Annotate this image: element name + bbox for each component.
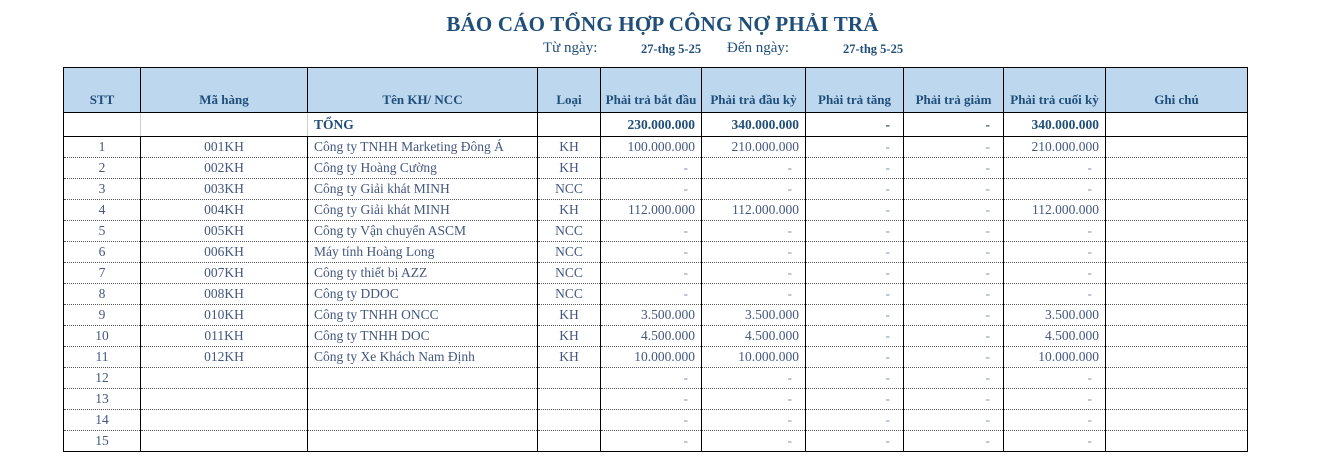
cell-ghi-chu (1106, 389, 1248, 410)
cell-ten-kh-ncc: Công ty Xe Khách Nam Định (308, 347, 538, 368)
cell-ma-hang: 007KH (141, 263, 308, 284)
cell-ma-hang: 011KH (141, 326, 308, 347)
cell-loai: NCC (538, 242, 601, 263)
col-header-loai: Loại (538, 68, 601, 113)
cell-phai-tra-dau-ky: - (702, 410, 806, 431)
cell-phai-tra-giam: - (904, 431, 1004, 452)
cell-ma-hang (141, 410, 308, 431)
cell-loai: KH (538, 158, 601, 179)
cell-phai-tra-tang: - (806, 200, 904, 221)
cell-phai-tra-giam: - (904, 305, 1004, 326)
cell-phai-tra-bat-dau: - (601, 389, 702, 410)
cell-total-dau-ky: 340.000.000 (702, 113, 806, 137)
cell-phai-tra-dau-ky: 3.500.000 (702, 305, 806, 326)
cell-loai (538, 389, 601, 410)
col-header-ten-kh-ncc: Tên KH/ NCC (308, 68, 538, 113)
cell-phai-tra-bat-dau: 100.000.000 (601, 137, 702, 158)
table-row (64, 242, 1248, 263)
cell-stt: 12 (64, 368, 141, 389)
cell-total-label: TỔNG (308, 113, 538, 137)
cell-phai-tra-cuoi-ky: - (1004, 431, 1106, 452)
cell-total-tang: - (806, 113, 904, 137)
cell-phai-tra-tang: - (806, 347, 904, 368)
cell-loai: KH (538, 305, 601, 326)
cell-phai-tra-giam: - (904, 137, 1004, 158)
col-header-phai-tra-bat-dau: Phải trả bắt đầu (601, 68, 702, 113)
cell-stt: 3 (64, 179, 141, 200)
cell-phai-tra-cuoi-ky: - (1004, 284, 1106, 305)
cell-phai-tra-bat-dau: - (601, 284, 702, 305)
cell-ten-kh-ncc: Công ty thiết bị AZZ (308, 263, 538, 284)
col-header-phai-tra-dau-ky: Phải trả đầu kỳ (702, 68, 806, 113)
cell-phai-tra-bat-dau: - (601, 158, 702, 179)
cell-phai-tra-dau-ky: - (702, 431, 806, 452)
cell-loai: KH (538, 326, 601, 347)
cell-phai-tra-giam: - (904, 200, 1004, 221)
cell-phai-tra-giam: - (904, 368, 1004, 389)
table-row (64, 221, 1248, 242)
cell-loai (538, 431, 601, 452)
col-header-phai-tra-tang: Phải trả tăng (806, 68, 904, 113)
cell-phai-tra-giam: - (904, 284, 1004, 305)
cell-ten-kh-ncc: Công ty TNHH DOC (308, 326, 538, 347)
cell-phai-tra-bat-dau: 10.000.000 (601, 347, 702, 368)
cell-ten-kh-ncc: Công ty Hoàng Cường (308, 158, 538, 179)
cell-ten-kh-ncc: Công ty DDOC (308, 284, 538, 305)
cell-ma-hang (141, 389, 308, 410)
cell-phai-tra-bat-dau: - (601, 221, 702, 242)
table-row (64, 305, 1248, 326)
cell-total-cuoi-ky: 340.000.000 (1004, 113, 1106, 137)
cell-phai-tra-cuoi-ky: 10.000.000 (1004, 347, 1106, 368)
cell-stt: 6 (64, 242, 141, 263)
cell-ten-kh-ncc: Máy tính Hoàng Long (308, 242, 538, 263)
cell-phai-tra-giam: - (904, 389, 1004, 410)
cell-loai: NCC (538, 284, 601, 305)
cell-total-ma-hang (141, 113, 308, 137)
table-row (64, 431, 1248, 452)
cell-phai-tra-giam: - (904, 221, 1004, 242)
cell-phai-tra-tang: - (806, 179, 904, 200)
col-header-ghi-chu: Ghi chú (1106, 68, 1248, 113)
cell-ten-kh-ncc: Công ty Vận chuyển ASCM (308, 221, 538, 242)
cell-phai-tra-giam: - (904, 242, 1004, 263)
cell-ghi-chu (1106, 284, 1248, 305)
col-header-phai-tra-giam: Phải trả giảm (904, 68, 1004, 113)
cell-stt: 5 (64, 221, 141, 242)
cell-ten-kh-ncc: Công ty Giải khát MINH (308, 179, 538, 200)
table-row (64, 368, 1248, 389)
cell-ten-kh-ncc: Công ty TNHH ONCC (308, 305, 538, 326)
cell-stt: 10 (64, 326, 141, 347)
cell-ten-kh-ncc: Công ty Giải khát MINH (308, 200, 538, 221)
cell-loai (538, 410, 601, 431)
cell-ma-hang: 006KH (141, 242, 308, 263)
table-row (64, 410, 1248, 431)
cell-phai-tra-giam: - (904, 326, 1004, 347)
cell-ma-hang (141, 368, 308, 389)
table-row (64, 284, 1248, 305)
cell-ghi-chu (1106, 179, 1248, 200)
cell-ma-hang: 010KH (141, 305, 308, 326)
cell-phai-tra-cuoi-ky: - (1004, 179, 1106, 200)
cell-total-bat-dau: 230.000.000 (601, 113, 702, 137)
cell-phai-tra-giam: - (904, 263, 1004, 284)
cell-phai-tra-dau-ky: 4.500.000 (702, 326, 806, 347)
page-title: BÁO CÁO TỔNG HỢP CÔNG NỢ PHẢI TRẢ (446, 12, 879, 36)
cell-ten-kh-ncc (308, 368, 538, 389)
cell-phai-tra-cuoi-ky: - (1004, 368, 1106, 389)
cell-ma-hang: 001KH (141, 137, 308, 158)
cell-ghi-chu (1106, 368, 1248, 389)
cell-ten-kh-ncc (308, 431, 538, 452)
cell-phai-tra-cuoi-ky: - (1004, 158, 1106, 179)
cell-ghi-chu (1106, 410, 1248, 431)
total-row (64, 113, 1248, 137)
cell-phai-tra-cuoi-ky: 210.000.000 (1004, 137, 1106, 158)
cell-stt: 1 (64, 137, 141, 158)
cell-ghi-chu (1106, 347, 1248, 368)
cell-phai-tra-bat-dau: - (601, 431, 702, 452)
cell-phai-tra-cuoi-ky: 4.500.000 (1004, 326, 1106, 347)
cell-ghi-chu (1106, 158, 1248, 179)
cell-stt: 9 (64, 305, 141, 326)
cell-stt: 13 (64, 389, 141, 410)
from-date-value: 27-thg 5-25 (641, 42, 702, 56)
cell-phai-tra-dau-ky: - (702, 221, 806, 242)
cell-total-giam: - (904, 113, 1004, 137)
cell-phai-tra-dau-ky: 210.000.000 (702, 137, 806, 158)
cell-stt: 2 (64, 158, 141, 179)
to-date-label: Đến ngày: (727, 40, 790, 56)
cell-phai-tra-bat-dau: - (601, 368, 702, 389)
table-row (64, 263, 1248, 284)
cell-phai-tra-cuoi-ky: - (1004, 221, 1106, 242)
cell-phai-tra-giam: - (904, 410, 1004, 431)
col-header-ma-hang: Mã hàng (141, 68, 308, 113)
table-header (64, 68, 1248, 113)
cell-phai-tra-tang: - (806, 389, 904, 410)
cell-phai-tra-tang: - (806, 368, 904, 389)
cell-phai-tra-dau-ky: - (702, 389, 806, 410)
cell-stt: 4 (64, 200, 141, 221)
cell-stt: 11 (64, 347, 141, 368)
table-row (64, 326, 1248, 347)
cell-ma-hang: 008KH (141, 284, 308, 305)
cell-ghi-chu (1106, 263, 1248, 284)
cell-loai: KH (538, 137, 601, 158)
cell-phai-tra-dau-ky: - (702, 179, 806, 200)
cell-phai-tra-tang: - (806, 410, 904, 431)
cell-phai-tra-bat-dau: - (601, 263, 702, 284)
cell-phai-tra-dau-ky: - (702, 284, 806, 305)
cell-ghi-chu (1106, 221, 1248, 242)
table-row (64, 137, 1248, 158)
cell-phai-tra-bat-dau: - (601, 179, 702, 200)
cell-phai-tra-dau-ky: 112.000.000 (702, 200, 806, 221)
cell-phai-tra-tang: - (806, 263, 904, 284)
cell-phai-tra-dau-ky: - (702, 368, 806, 389)
cell-ghi-chu (1106, 431, 1248, 452)
cell-phai-tra-giam: - (904, 347, 1004, 368)
cell-phai-tra-cuoi-ky: - (1004, 410, 1106, 431)
cell-phai-tra-tang: - (806, 305, 904, 326)
col-header-phai-tra-cuoi-ky: Phải trả cuối kỳ (1004, 68, 1106, 113)
cell-ten-kh-ncc: Công ty TNHH Marketing Đông Á (308, 137, 538, 158)
cell-loai: NCC (538, 263, 601, 284)
table-row (64, 200, 1248, 221)
cell-ghi-chu (1106, 305, 1248, 326)
cell-phai-tra-bat-dau: 4.500.000 (601, 326, 702, 347)
table-row (64, 179, 1248, 200)
cell-ghi-chu (1106, 137, 1248, 158)
cell-phai-tra-bat-dau: - (601, 242, 702, 263)
cell-total-loai (538, 113, 601, 137)
cell-phai-tra-bat-dau: 112.000.000 (601, 200, 702, 221)
cell-ma-hang: 004KH (141, 200, 308, 221)
cell-loai: NCC (538, 221, 601, 242)
cell-stt: 14 (64, 410, 141, 431)
cell-loai: NCC (538, 179, 601, 200)
cell-total-ghi-chu (1106, 113, 1248, 137)
from-date-label: Từ ngày: (543, 40, 598, 56)
cell-ma-hang: 005KH (141, 221, 308, 242)
cell-stt: 7 (64, 263, 141, 284)
cell-phai-tra-dau-ky: - (702, 263, 806, 284)
table-row (64, 389, 1248, 410)
cell-ghi-chu (1106, 242, 1248, 263)
cell-phai-tra-cuoi-ky: 3.500.000 (1004, 305, 1106, 326)
cell-phai-tra-tang: - (806, 158, 904, 179)
table-row (64, 347, 1248, 368)
cell-ma-hang: 003KH (141, 179, 308, 200)
col-header-stt: STT (64, 68, 141, 113)
cell-phai-tra-tang: - (806, 137, 904, 158)
cell-phai-tra-tang: - (806, 242, 904, 263)
cell-phai-tra-cuoi-ky: - (1004, 389, 1106, 410)
cell-ma-hang (141, 431, 308, 452)
cell-phai-tra-cuoi-ky: 112.000.000 (1004, 200, 1106, 221)
cell-phai-tra-bat-dau: 3.500.000 (601, 305, 702, 326)
cell-phai-tra-bat-dau: - (601, 410, 702, 431)
cell-phai-tra-giam: - (904, 179, 1004, 200)
cell-stt: 15 (64, 431, 141, 452)
date-filter-row (0, 37, 1325, 63)
cell-ghi-chu (1106, 326, 1248, 347)
cell-ten-kh-ncc (308, 410, 538, 431)
cell-loai: KH (538, 347, 601, 368)
cell-phai-tra-tang: - (806, 326, 904, 347)
cell-loai (538, 368, 601, 389)
cell-loai: KH (538, 200, 601, 221)
cell-phai-tra-cuoi-ky: - (1004, 242, 1106, 263)
cell-phai-tra-dau-ky: - (702, 158, 806, 179)
cell-phai-tra-tang: - (806, 221, 904, 242)
to-date-value: 27-thg 5-25 (843, 42, 904, 56)
cell-phai-tra-giam: - (904, 158, 1004, 179)
payables-summary-table (63, 67, 1248, 452)
cell-ma-hang: 012KH (141, 347, 308, 368)
cell-phai-tra-dau-ky: - (702, 242, 806, 263)
cell-ten-kh-ncc (308, 389, 538, 410)
cell-phai-tra-dau-ky: 10.000.000 (702, 347, 806, 368)
cell-stt: 8 (64, 284, 141, 305)
cell-phai-tra-tang: - (806, 431, 904, 452)
cell-ghi-chu (1106, 200, 1248, 221)
cell-total-stt (64, 113, 141, 137)
cell-phai-tra-cuoi-ky: - (1004, 263, 1106, 284)
cell-phai-tra-tang: - (806, 284, 904, 305)
table-row (64, 158, 1248, 179)
cell-ma-hang: 002KH (141, 158, 308, 179)
